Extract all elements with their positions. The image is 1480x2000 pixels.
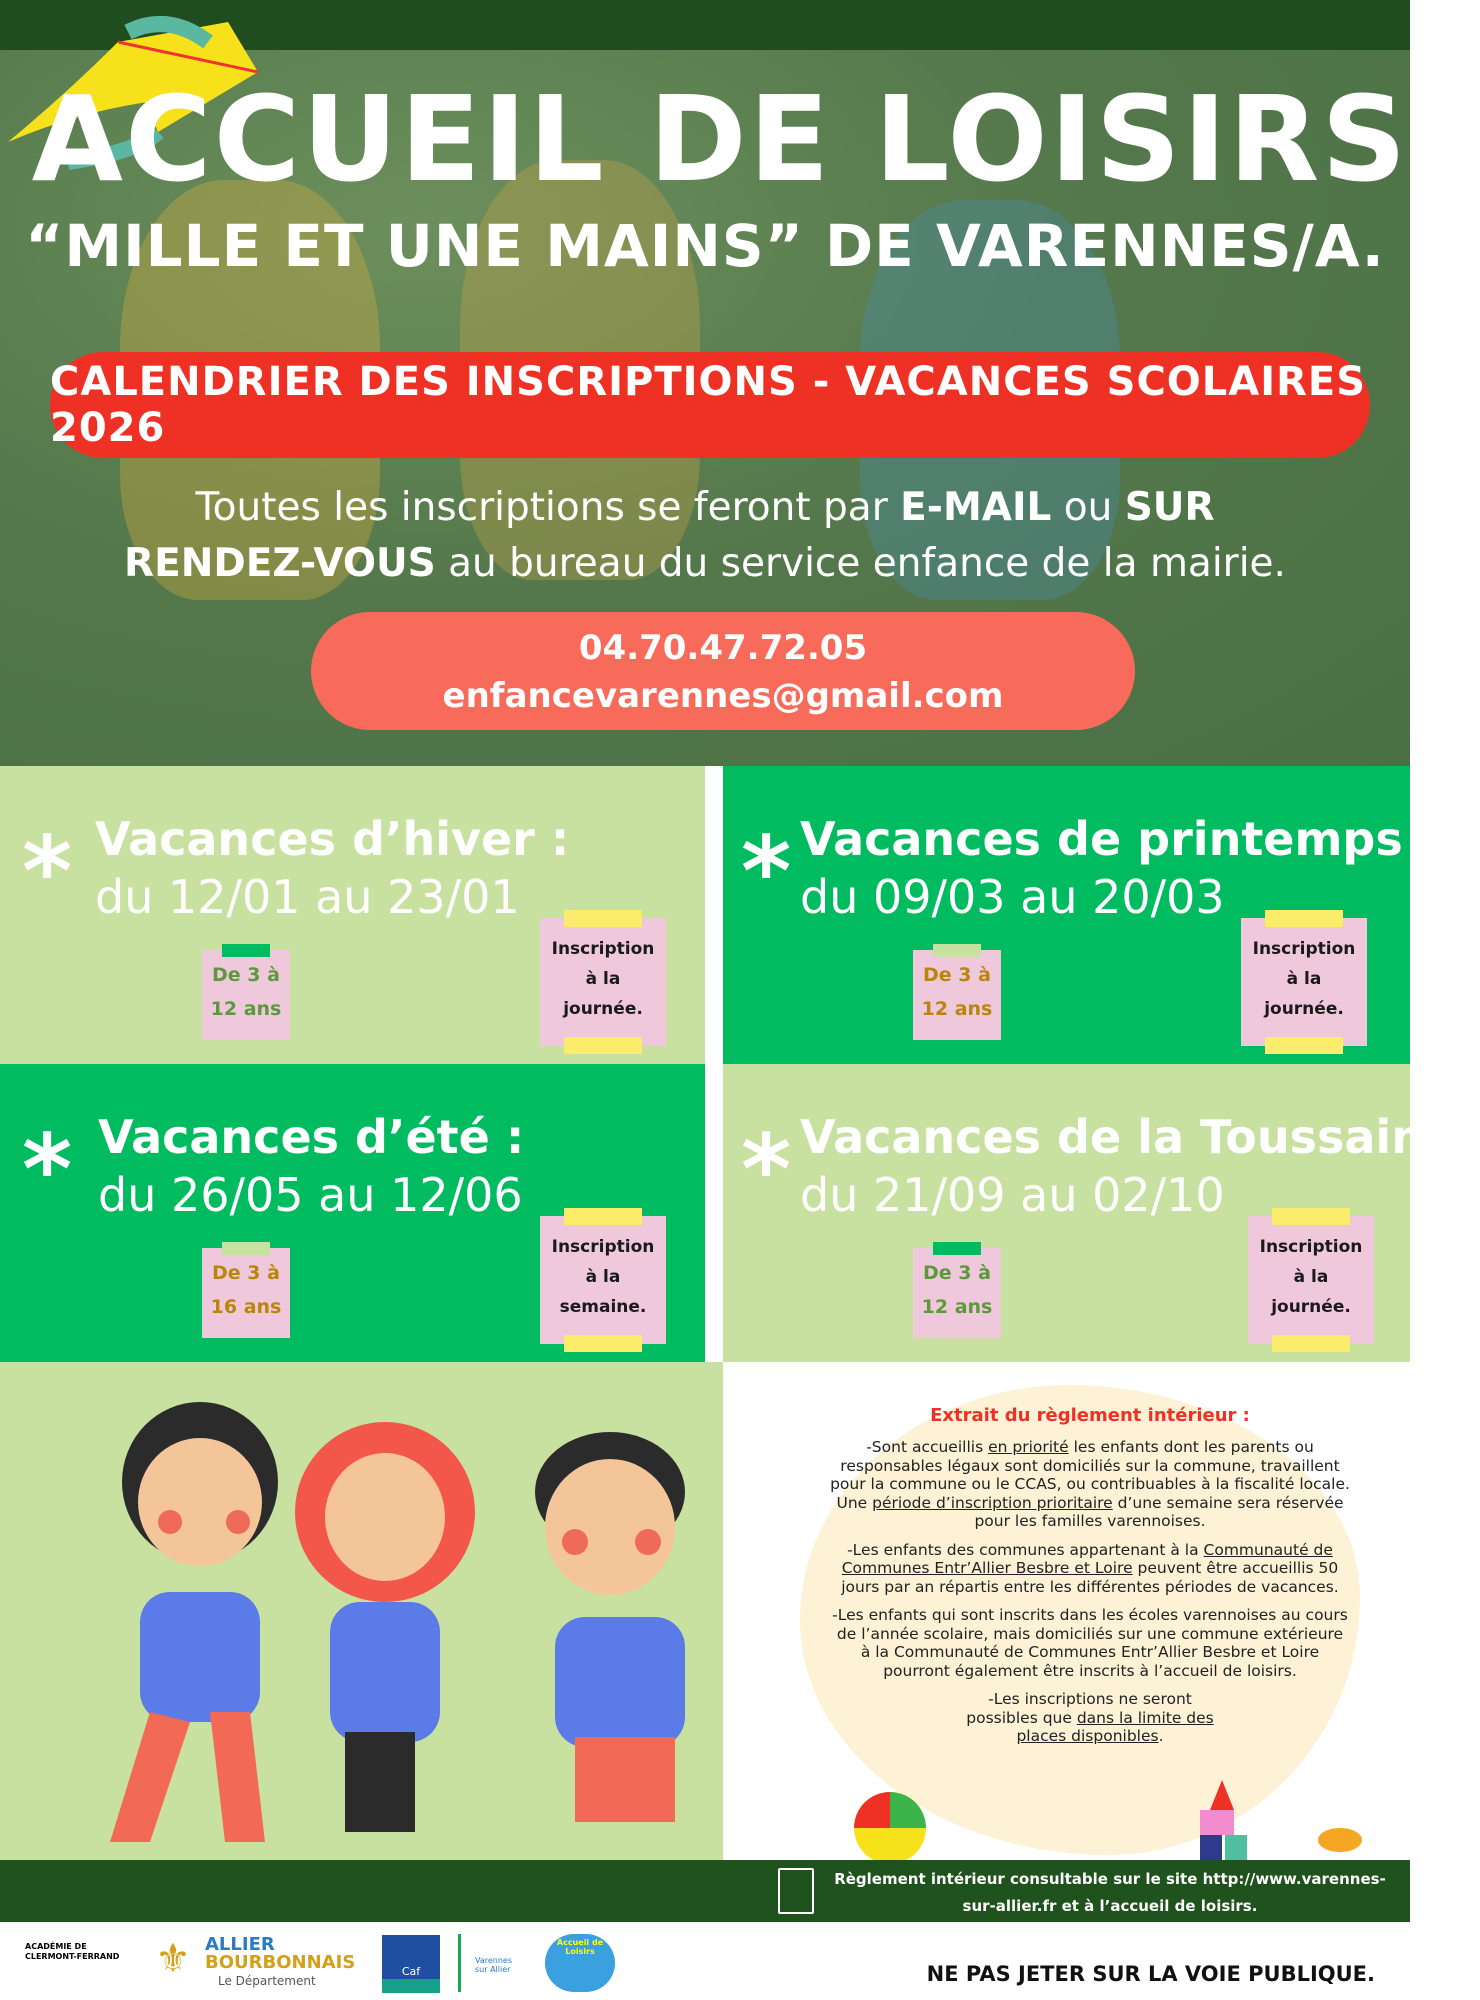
age-line: 16 ans — [210, 1296, 282, 1318]
rule-text: d’une semaine sera réservée pour les familles varennoises. — [974, 1493, 1344, 1530]
age-line: De 3 à — [923, 964, 991, 986]
partner-logos — [0, 1922, 1410, 2000]
period-title: Vacances de printemps : — [800, 812, 1438, 866]
registration-note — [540, 918, 666, 1046]
intro-part: ou — [1051, 485, 1125, 530]
children-illustration — [0, 1362, 723, 1860]
rule-text: peuvent être accueillis 50 jours par an répartis entre les différentes périodes de vacances. — [841, 1559, 1339, 1596]
logo-accueil-loisirs: Accueil de Loisirs — [545, 1934, 615, 1992]
logo-departement: Le Département — [218, 1974, 316, 1988]
note-line: à la — [585, 1267, 621, 1287]
rule-underline: période d’inscription prioritaire — [872, 1493, 1113, 1512]
logo-allier: ALLIER — [205, 1934, 275, 1955]
contact-phone[interactable]: 04.70.47.72.05 — [578, 628, 868, 668]
caf-text: Caf — [401, 1965, 421, 1978]
page-title: ACCUEIL DE LOISIRS — [31, 70, 1409, 208]
document-icon — [778, 1868, 814, 1914]
notice-text: NE PAS JETER SUR LA VOIE PUBLIQUE. — [926, 1962, 1375, 1986]
note-line: Inscription — [551, 939, 655, 959]
intro-text — [100, 480, 1310, 592]
rule-underline: en priorité — [988, 1438, 1069, 1456]
age-line: 12 ans — [210, 998, 282, 1020]
asterisk-icon: * — [22, 1114, 73, 1226]
toys-icon — [850, 1780, 1370, 1862]
period-spring — [723, 766, 1438, 1064]
asterisk-icon: * — [741, 1114, 792, 1226]
age-line: 12 ans — [921, 998, 993, 1020]
period-title: Vacances d’été : — [98, 1110, 525, 1164]
period-dates: du 09/03 au 20/03 — [800, 870, 1225, 924]
age-line: De 3 à — [212, 964, 280, 986]
rule-1 — [830, 1438, 1350, 1531]
period-title: Vacances d’hiver : — [95, 812, 570, 866]
period-autumn — [723, 1064, 1480, 1362]
rule-underline: dans la limite des places disponibles — [1016, 1708, 1214, 1745]
footer-bar — [0, 1860, 1410, 1922]
note-line: Inscription — [1259, 1237, 1363, 1257]
registration-note — [1241, 918, 1367, 1046]
footer-text: Règlement intérieur consultable sur le site http://www.varennes-sur-allier.fr et à l’accueil de loisirs. — [834, 1870, 1386, 1915]
rule-2 — [830, 1541, 1350, 1597]
page-subtitle: “MILLE ET UNE MAINS” DE VARENNES/A. — [25, 212, 1385, 280]
age-note — [202, 950, 290, 1040]
age-line: De 3 à — [212, 1262, 280, 1284]
logo-varennes: Varennes sur Allier — [458, 1934, 518, 1992]
age-note — [913, 1248, 1001, 1338]
rules-title: Extrait du règlement intérieur : — [930, 1405, 1250, 1426]
note-line: Inscription — [1252, 939, 1356, 959]
logo-caf — [382, 1935, 440, 1993]
logo-academie: ACADÉMIE DE CLERMONT-FERRAND — [25, 1942, 120, 1961]
age-line: De 3 à — [923, 1262, 991, 1284]
fleur-de-lis-icon: ⚜ — [155, 1936, 191, 1982]
asterisk-icon: * — [22, 816, 73, 928]
period-dates: du 26/05 au 12/06 — [98, 1168, 523, 1222]
note-line: journée. — [1271, 1297, 1351, 1317]
rule-text: -Les inscriptions ne seront possibles que — [966, 1690, 1192, 1727]
intro-part: au bureau du service enfance de la mairie. — [435, 541, 1286, 586]
note-line: à la — [585, 969, 621, 989]
age-line: 12 ans — [921, 1296, 993, 1318]
note-line: à la — [1293, 1267, 1329, 1287]
period-dates: du 21/09 au 02/10 — [800, 1168, 1225, 1222]
contact-email[interactable]: enfancevarennes@gmail.com — [442, 676, 1004, 716]
rule-underline: Communauté de Communes Entr’Allier Besbre et Loire — [841, 1540, 1333, 1577]
period-dates: du 12/01 au 23/01 — [95, 870, 520, 924]
period-summer — [0, 1064, 705, 1362]
period-winter — [0, 766, 705, 1064]
rule-3: -Les enfants qui sont inscrits dans les écoles varennoises au cours de l’année scolaire, mais domiciliés sur une commune extérieure à la Communauté de Communes Entr’Allier Besbre et Loire pourront également être inscrits à l’accueil de loisirs. — [832, 1606, 1348, 1680]
note-line: à la — [1286, 969, 1322, 989]
hero-section — [0, 0, 1410, 766]
intro-part: Toutes les inscriptions se feront par — [195, 485, 901, 530]
rule-text: -Sont accueillis — [866, 1438, 989, 1456]
asterisk-icon: * — [741, 816, 792, 928]
age-note — [202, 1248, 290, 1338]
age-note — [913, 950, 1001, 1040]
period-title: Vacances de la Toussaint : — [800, 1110, 1480, 1164]
intro-appointment-emphasis: SUR RENDEZ-VOUS — [124, 485, 1215, 586]
registration-note — [1248, 1216, 1374, 1344]
contact-pill — [311, 612, 1135, 730]
note-line: semaine. — [559, 1297, 647, 1317]
rule-text: . — [1158, 1727, 1164, 1745]
rules-text — [830, 1405, 1350, 1756]
logo-bourbonnais: BOURBONNAIS — [205, 1952, 356, 1973]
note-line: journée. — [1264, 999, 1344, 1019]
children-icon — [0, 1362, 723, 1860]
registration-note — [540, 1216, 666, 1344]
rule-text: -Les enfants des communes appartenant à la — [847, 1540, 1204, 1559]
intro-email-emphasis: E-MAIL — [900, 485, 1052, 530]
rule-4 — [830, 1690, 1350, 1746]
calendar-banner: CALENDRIER DES INSCRIPTIONS - VACANCES SCOLAIRES 2026 — [50, 352, 1370, 458]
rule-text: les enfants dont les parents ou responsables légaux sont domiciliés sur la commune, travaillent pour la commune ou le CCAS, ou contribuables à la fiscalité locale. Une — [830, 1438, 1350, 1512]
note-line: Inscription — [551, 1237, 655, 1257]
note-line: journée. — [563, 999, 643, 1019]
